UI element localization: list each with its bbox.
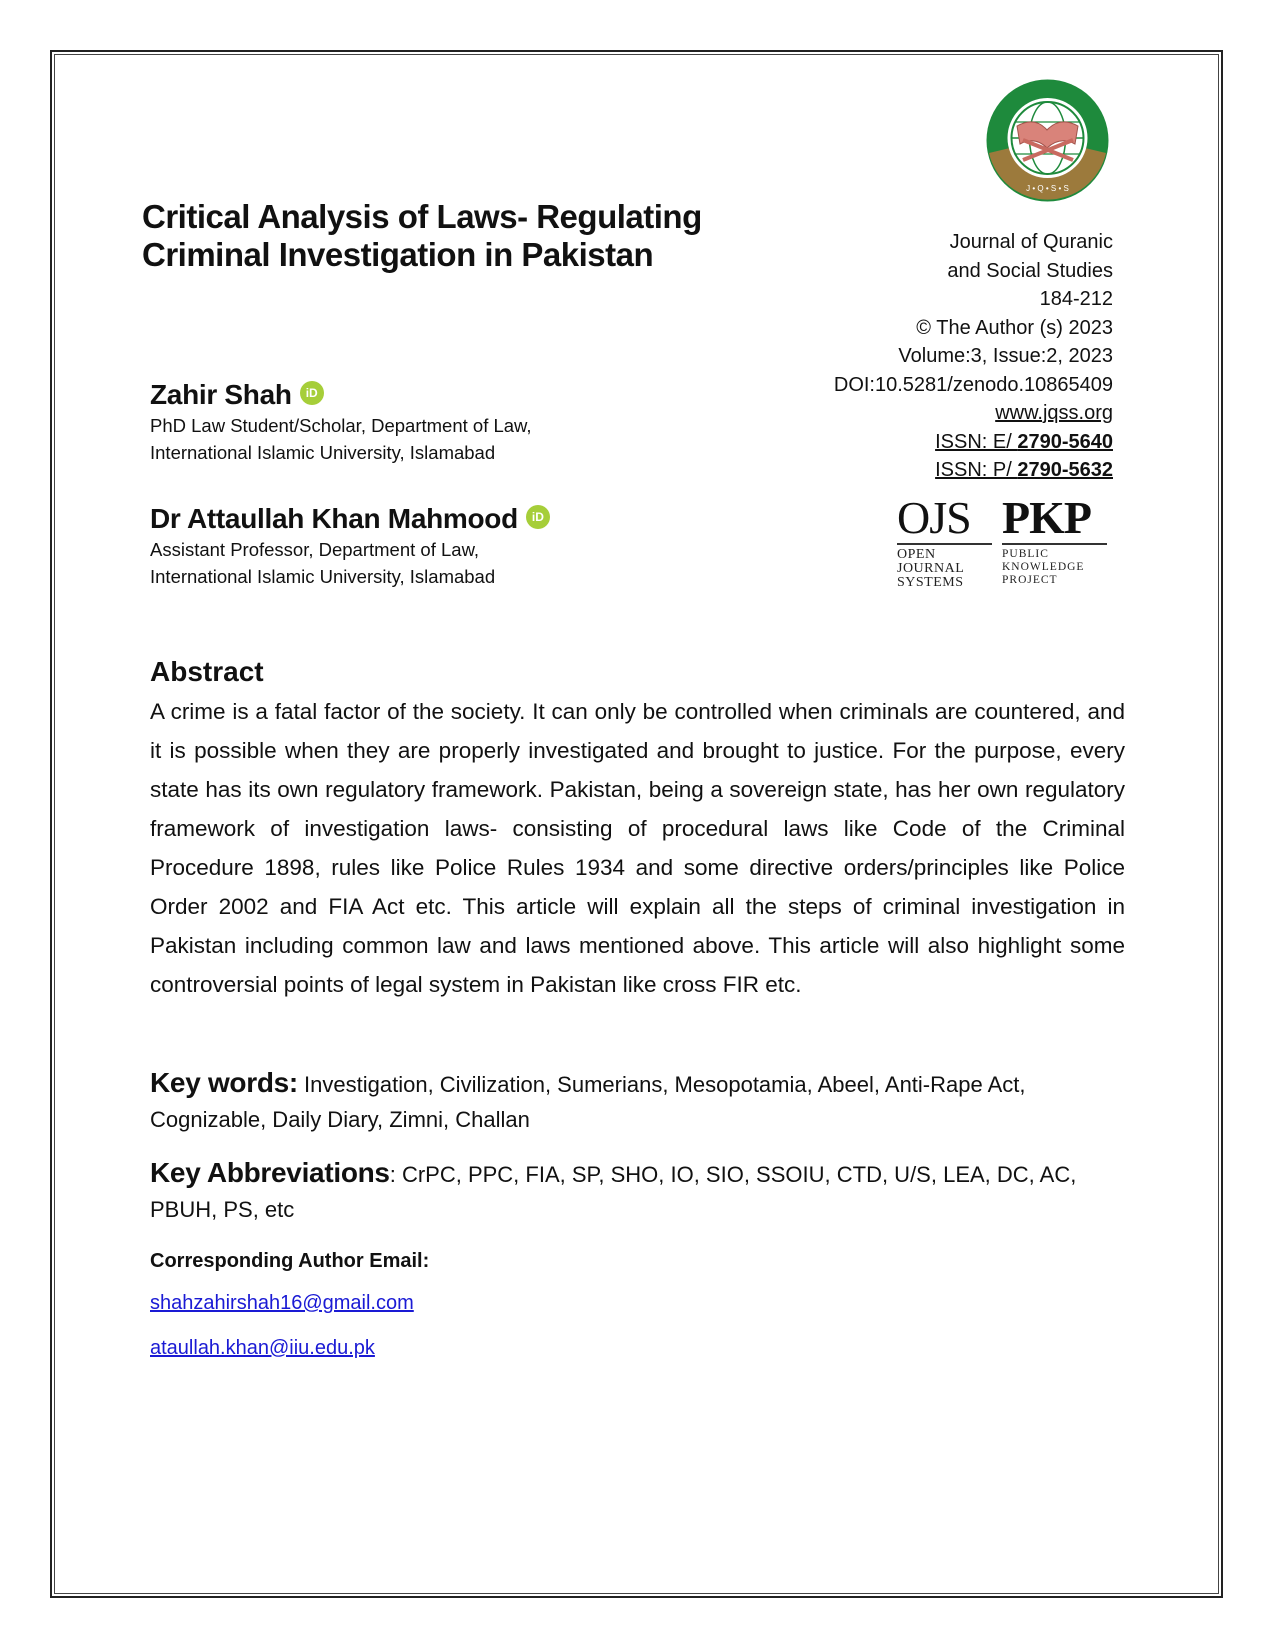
ojs-pkp-badges: [897, 492, 1117, 595]
abstract-body: A crime is a fatal factor of the society. It can only be controlled when criminals are countered, and it is possible when they are properly investigated and brought to justice. For the purpose, every state has its own regulatory framework. Pakistan, being a sovereign state, has her own regulatory framework of investigation laws- consisting of procedural laws like Code of the Criminal Procedure 1898, rules like Police Rules 1934 and some directive orders/principles like Police Order 2002 and FIA Act etc. This article will explain all the steps of criminal investigation in Pakistan including common law and laws mentioned above. This article will also highlight some controversial points of legal system in Pakistan like cross FIR etc.: [150, 699, 1125, 997]
issn-p-value: 2790-5632: [1017, 459, 1113, 481]
abbreviations-label: Key Abbreviations: [150, 1157, 390, 1188]
author-affiliation-line-2: International Islamic University, Islamabad: [150, 442, 496, 463]
ojs-rule: [897, 543, 992, 545]
email-link[interactable]: ataullah.khan@iiu.edu.pk: [150, 1337, 375, 1359]
keywords: [150, 1065, 1125, 1137]
title-line-1: Critical Analysis of Laws- Regulating: [142, 198, 702, 235]
journal-meta: [834, 228, 1113, 485]
title-line-2: Criminal Investigation in Pakistan: [142, 236, 654, 273]
ojs-line-3: SYSTEMS: [897, 575, 964, 590]
keywords-label: Key words:: [150, 1067, 298, 1098]
orcid-icon[interactable]: iD: [526, 505, 550, 529]
copyright: © The Author (s) 2023: [916, 316, 1113, 339]
abbreviations-text: : CrPC, PPC, FIA, SP, SHO, IO, SIO, SSOIU, CTD, U/S, LEA, DC, AC, PBUH, PS, etc: [150, 1162, 1077, 1222]
email-link[interactable]: shahzahirshah16@gmail.com: [150, 1292, 414, 1314]
author-block: [150, 378, 532, 466]
abstract-heading: Abstract: [150, 656, 264, 687]
key-abbreviations: [150, 1155, 1125, 1227]
website-link[interactable]: www.jqss.org: [995, 402, 1113, 424]
author-affiliation-line-1: PhD Law Student/Scholar, Department of Law,: [150, 415, 532, 436]
author-name: Zahir Shah: [150, 379, 292, 410]
ojs-line-2: JOURNAL: [897, 561, 965, 576]
issn-p-label: ISSN: P/: [935, 459, 1018, 481]
pkp-logo: [1002, 492, 1107, 587]
author-affiliation-line-1: Assistant Professor, Department of Law,: [150, 539, 480, 560]
journal-name-line-2: and Social Studies: [947, 259, 1113, 282]
svg-text:J • Q • S • S: J • Q • S • S: [1026, 184, 1069, 193]
ojs-line-1: OPEN: [897, 547, 936, 562]
issn-e-value: 2790-5640: [1017, 430, 1113, 453]
paper-title: [142, 198, 782, 274]
author-block: [150, 502, 550, 590]
pkp-line-2: KNOWLEDGE: [1002, 561, 1085, 573]
pkp-line-3: PROJECT: [1002, 574, 1058, 586]
author-name: Dr Attaullah Khan Mahmood: [150, 503, 518, 534]
journal-name-line-1: Journal of Quranic: [949, 231, 1113, 253]
issn-e-label: ISSN: E/: [935, 430, 1018, 453]
ojs-logo-text: OJS: [897, 492, 971, 543]
page-range: 184-212: [1039, 288, 1113, 310]
pkp-logo-text: PKP: [1002, 492, 1091, 543]
pkp-rule: [1002, 543, 1107, 545]
doi: DOI:10.5281/zenodo.10865409: [833, 373, 1113, 396]
pkp-line-1: PUBLIC: [1002, 548, 1049, 560]
journal-logo-icon: [985, 78, 1110, 203]
orcid-icon[interactable]: iD: [300, 381, 324, 405]
issn-e-link[interactable]: [935, 431, 1113, 453]
issn-p-link[interactable]: [935, 459, 1113, 481]
corresponding-author-label: Corresponding Author Email:: [150, 1250, 430, 1272]
ojs-logo: [897, 492, 992, 590]
keywords-text: Investigation, Civilization, Sumerians, Mesopotamia, Abeel, Anti-Rape Act, Cognizable, Daily Diary, Zimni, Challan: [150, 1072, 1026, 1132]
author-affiliation-line-2: International Islamic University, Islamabad: [150, 566, 496, 587]
volume-issue: Volume:3, Issue:2, 2023: [898, 345, 1113, 367]
